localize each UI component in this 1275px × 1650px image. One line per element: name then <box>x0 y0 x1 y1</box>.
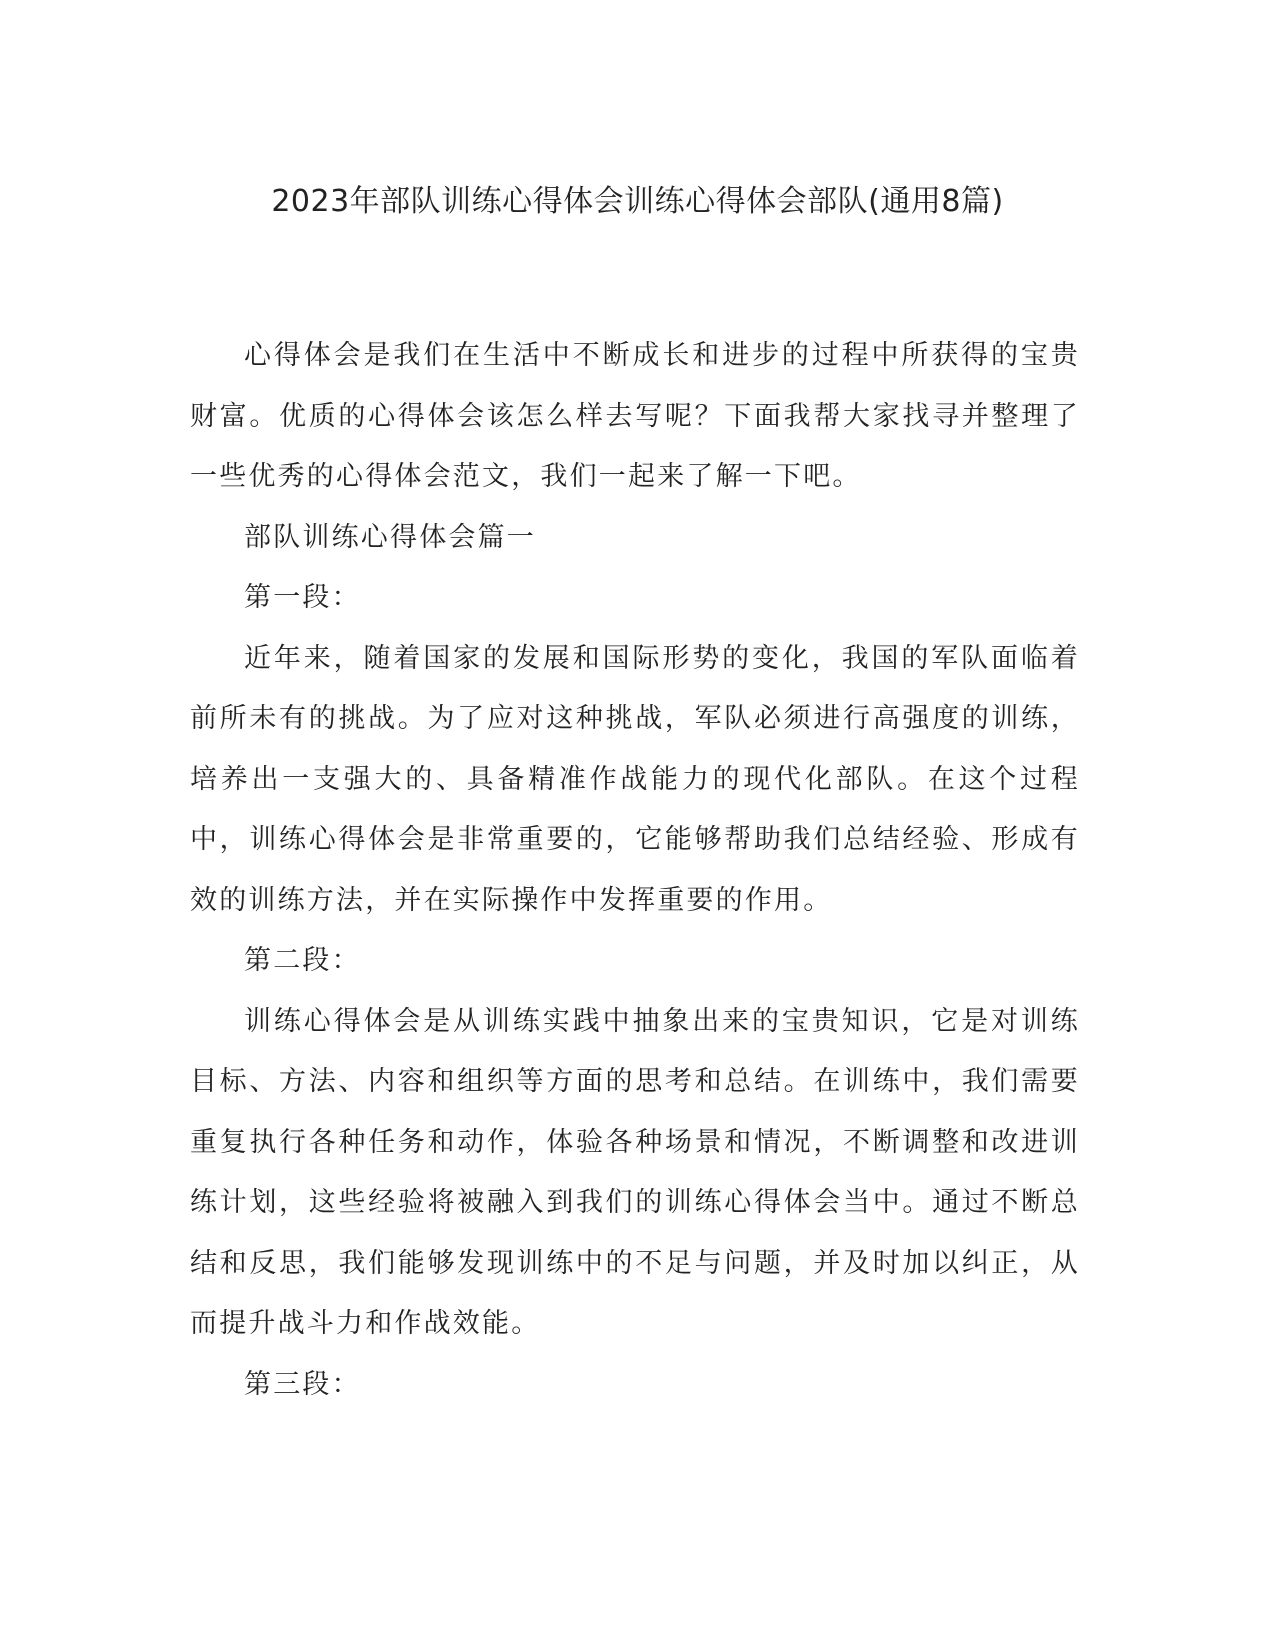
segment-one-paragraph: 近年来，随着国家的发展和国际形势的变化，我国的军队面临着前所未有的挑战。为了应对这种挑战，军队必须进行高强度的训练，培养出一支强大的、具备精准作战能力的现代化部队。在这个过程中，训练心得体会是非常重要的，它能够帮助我们总结经验、形成有效的训练方法，并在实际操作中发挥重要的作用。 <box>190 642 1080 916</box>
section-heading-part-one: 部队训练心得体会篇一 <box>244 521 536 553</box>
document-title: 2023年部队训练心得体会训练心得体会部队(通用8篇) <box>271 184 1004 219</box>
segment-label-two: 第二段： <box>244 945 361 976</box>
segment-label-one: 第一段： <box>244 582 361 613</box>
intro-paragraph: 心得体会是我们在生活中不断成长和进步的过程中所获得的宝贵财富。优质的心得体会该怎么样去写呢？下面我帮大家找寻并整理了一些优秀的心得体会范文，我们一起来了解一下吧。 <box>190 340 1080 492</box>
segment-label-three: 第三段： <box>244 1368 361 1400</box>
document-body <box>190 326 1080 1415</box>
segment-two-paragraph: 训练心得体会是从训练实践中抽象出来的宝贵知识，它是对训练目标、方法、内容和组织等方面的思考和总结。在训练中，我们需要重复执行各种任务和动作，体验各种场景和情况，不断调整和改进训练计划，这些经验将被融入到我们的训练心得体会当中。通过不断总结和反思，我们能够发现训练中的不足与问题，并及时加以纠正，从而提升战斗力和作战效能。 <box>190 1005 1080 1339</box>
